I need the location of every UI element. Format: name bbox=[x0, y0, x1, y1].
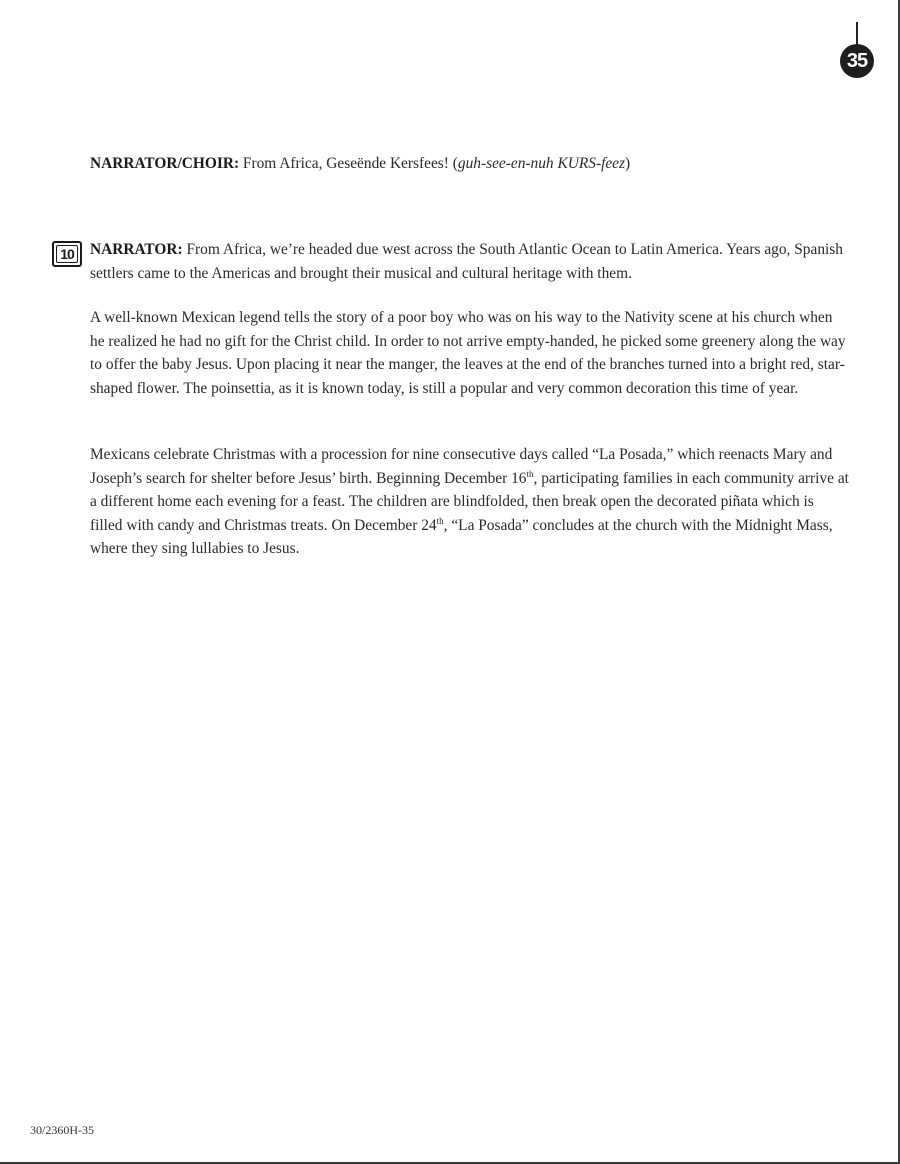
narrator-paragraph bbox=[90, 238, 850, 285]
cue-number: 10 bbox=[56, 245, 78, 263]
speaker-label: NARRATOR: bbox=[90, 241, 183, 258]
ordinal-suffix: th bbox=[526, 468, 534, 479]
speaker-label: NARRATOR/CHOIR: bbox=[90, 155, 240, 172]
posada-paragraph bbox=[90, 443, 850, 561]
posada-text-2: , participating families in each community arrive at a different home each evening for a feast. The children are blindfolded, then break open the decorated piñata which is filled with candy and Christmas treats. On December 24 bbox=[90, 469, 849, 534]
cue-number-box bbox=[52, 241, 82, 267]
posada-text-1: Mexicans celebrate Christmas with a procession for nine consecutive days called “La Posada,” which reenacts Mary and Joseph’s search for shelter before Jesus’ birth. Beginning December 16 bbox=[90, 446, 833, 487]
ordinal-suffix: th bbox=[436, 515, 444, 526]
legend-text: A well-known Mexican legend tells the story of a poor boy who was on his way to the Nativity scene at his church when he realized he had no gift for the Christ child. In order to not arrive empty-handed, he picked some greenery along the way to offer the baby Jesus. Upon placing it near the manger, the leaves at the end of the branches turned into a bright red, star-shaped flower. The poinsettia, as it is known today, is still a popular and very common decoration this time of year. bbox=[90, 309, 846, 397]
page-number-badge: 35 bbox=[840, 44, 874, 78]
narrator-choir-line bbox=[90, 152, 850, 176]
closing-paren: ) bbox=[625, 155, 631, 172]
pronunciation-guide: guh-see-en-nuh KURS-feez bbox=[457, 155, 625, 172]
greeting-text: From Africa, Geseënde Kersfees! ( bbox=[239, 155, 458, 172]
legend-paragraph bbox=[90, 306, 850, 400]
footer-catalog-code: 30/2360H-35 bbox=[30, 1123, 94, 1137]
narration-text: From Africa, we’re headed due west across the South Atlantic Ocean to Latin America. Years ago, Spanish settlers came to the Americas and brought their musical and cultural heritage with them. bbox=[90, 241, 843, 282]
posada-text-3: , “La Posada” concludes at the church with the Midnight Mass, where they sing lullabies to Jesus. bbox=[90, 516, 833, 557]
